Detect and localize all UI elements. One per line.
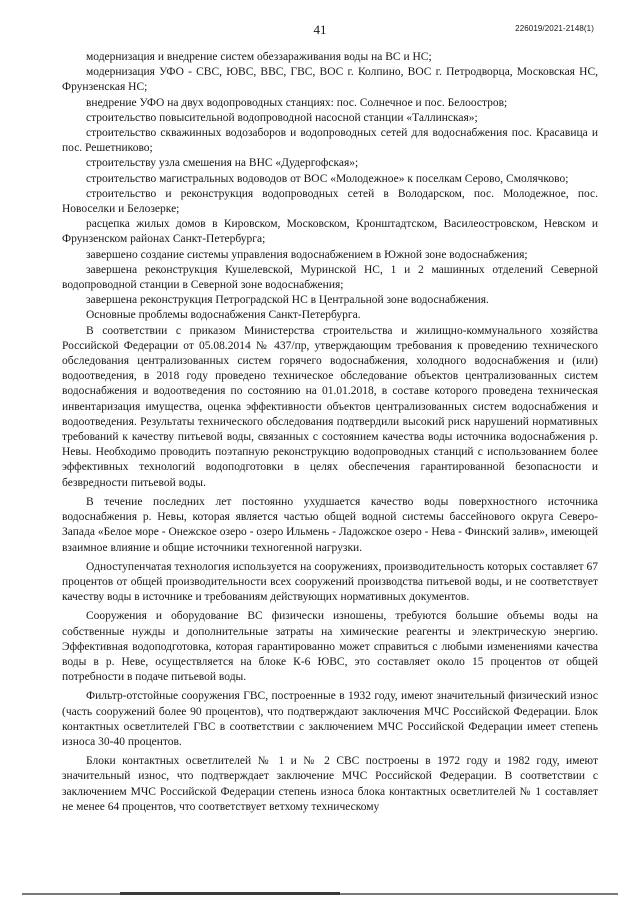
- paragraph: завершено создание системы управления водоснабжением в Южной зоне водоснабжения;: [86, 248, 528, 261]
- paragraph: строительство повысительной водопроводной насосной станции «Таллинская»;: [86, 111, 478, 124]
- paragraph: Фильтр-отстойные сооружения ГВС, построенные в 1932 году, имеют значительный физический износ (часть сооружений более 90 процентов), что подтверждают заключения МЧС Российской Федерации. Блок контактных осветлителей ГВС в соответствии с заключением МЧС Российской Федерации имеет степень износа 30-40 процентов.: [62, 690, 598, 748]
- paragraph: расцепка жилых домов в Кировском, Московском, Кронштадтском, Василеостровском, Невском и Фрунзенском районах Санкт-Петербурга;: [62, 218, 598, 246]
- paragraph: Одноступенчатая технология используется на сооружениях, производительность которых составляет 67 процентов от общей производительности всех сооружений производства питьевой воды, и не соответствует качеству воды в источнике и требованиям действующих нормативных документов.: [62, 560, 598, 604]
- document-body: [62, 50, 598, 815]
- paragraph: модернизация и внедрение систем обеззараживания воды на ВС и НС;: [86, 51, 432, 63]
- paragraph: внедрение УФО на двух водопроводных станциях: пос. Солнечное и пос. Белоостров;: [86, 96, 508, 109]
- page-number: 41: [313, 22, 327, 37]
- document-reference: 226019/2021-2148(1): [515, 24, 594, 33]
- paragraph: завершена реконструкция Кушелевской, Муринской НС, 1 и 2 машинных отделений Северной водопроводной станции в Северной зоне водоснабжения;: [62, 263, 598, 292]
- paragraph: строительству узла смешения на ВНС «Дудергофская»;: [86, 157, 359, 170]
- paragraph: модернизация УФО - СВС, ЮВС, ВВС, ГВС, ВОС г. Колпино, ВОС г. Петродворца, Московская НС, Фрунзенская НС;: [62, 66, 598, 94]
- paragraph: Сооружения и оборудование ВС физически изношены, требуются большие объемы воды на собственные нужды и дополнительные затраты на химические реагенты и электрическую энергию. Эффективная водоподготовка, которая гарантированно может справиться с любыми изменениями качества воды в р. Неве, осуществляется на блоке К-6 ЮВС, это составляет около 15 процентов от общей потребности в подаче питьевой воды.: [62, 610, 598, 684]
- paragraph: В соответствии с приказом Министерства строительства и жилищно-коммунального хозяйства Российской Федерации от 05.08.2014 № 437/пр, утверждающим требования к проведению технического обследования централизованных систем горячего водоснабжения, холодного водоснабжения и (или) водоотведения, в 2018 году проведено техническое обследование объектов централизованных систем водоснабжения и водоотведения по состоянию на 01.01.2018, в составе которого проведена техническая инвентаризация имущества, оценка эффективности объектов централизованных систем водоснабжения и водоотведения. Результаты технического обследования подтвердили высокий риск нарушений нормативных требований к качеству питьевой воды, связанных с состоянием качества воды источника водоснабжения р. Невы. Необходимо проводить поэтапную реконструкцию водопроводных станций с использованием более эффективных технологий водоподготовки в целях обеспечения гарантированной безопасности и безвредности питьевой воды.: [62, 324, 598, 489]
- paragraph: Блоки контактных осветлителей № 1 и № 2 СВС построены в 1972 году и 1982 году, имеют значительный износ, что подтверждает заключение МЧС Российской Федерации. В соответствии с заключением МЧС Российской Федерации степень износа блока контактных осветлителей № 1 составляет не менее 64 процентов, что соответствует ветхому техническому: [62, 755, 598, 813]
- scan-edge-mark: [120, 892, 340, 895]
- paragraph: строительство скважинных водозаборов и водопроводных сетей для водоснабжения пос. Красавица и пос. Решетниково;: [62, 127, 598, 155]
- paragraph: строительство и реконструкция водопроводных сетей в Володарском, пос. Молодежное, пос. Новоселки и Белозерке;: [62, 187, 598, 216]
- paragraph: В течение последних лет постоянно ухудшается качество воды поверхностного источника водоснабжения р. Невы, которая является частью общей водной системы бассейнового округа Северо-Запада «Белое море - Онежское озеро - озеро Ильмень - Ладожское озеро - Нева - Финский залив», имеющей взаимное влияние и общие источники техногенной нагрузки.: [62, 495, 598, 554]
- paragraph: завершена реконструкция Петроградской НС в Центральной зоне водоснабжения.: [86, 294, 489, 307]
- paragraph: строительство магистральных водоводов от ВОС «Молодежное» к поселкам Серово, Смолячково;: [86, 172, 569, 185]
- section-heading: Основные проблемы водоснабжения Санкт-Петербурга.: [86, 309, 361, 322]
